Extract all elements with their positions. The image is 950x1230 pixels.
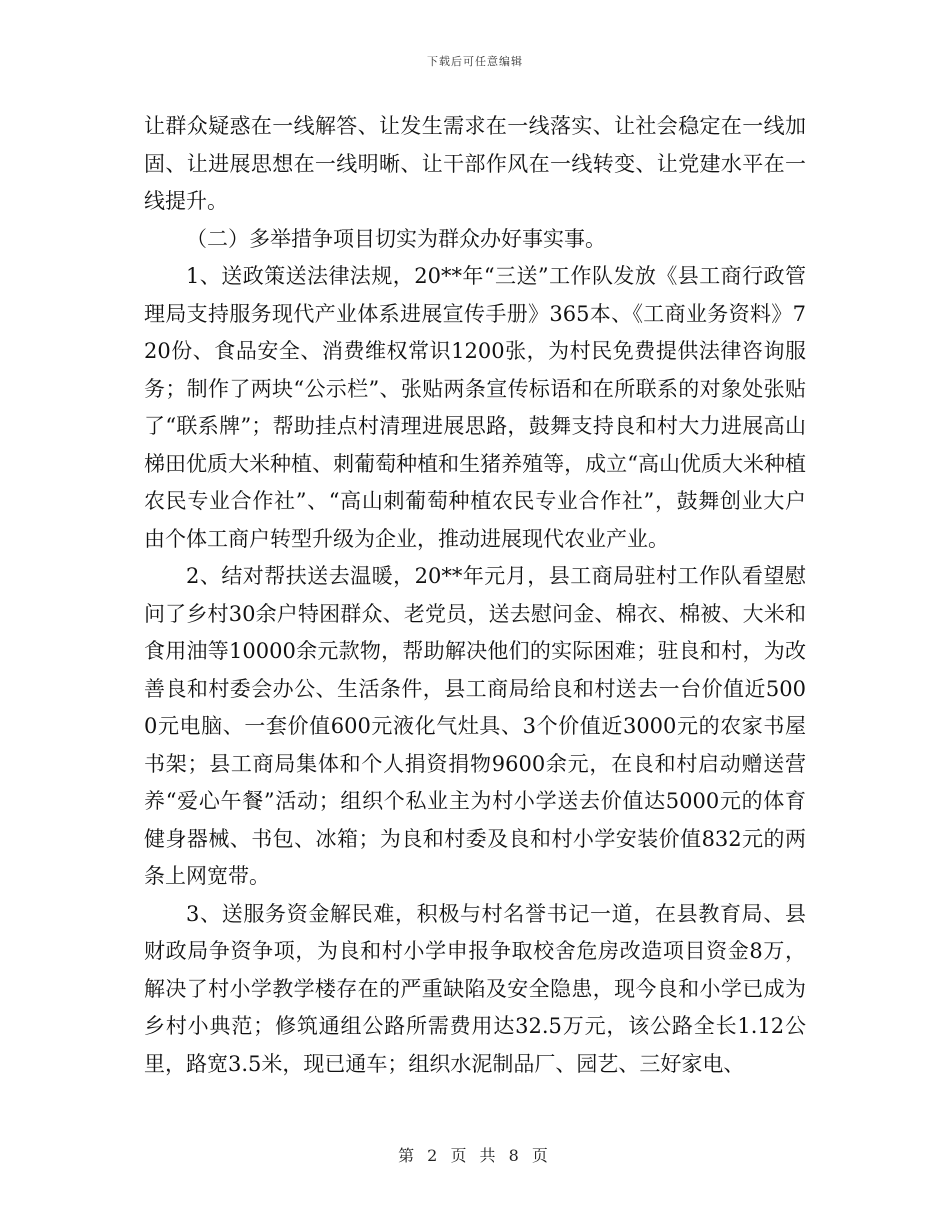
page-number-footer: 第 2 页 共 8 页	[398, 1146, 552, 1165]
paragraph-4: 2、结对帮扶送去温暖，20**年元月，县工商局驻村工作队看望慰问了乡村30余户特困群众、老党员，送去慰问金、棉衣、棉被、大米和食用油等10000余元款物，帮助解决他们的实际困难；驻良和村，为改善良和村委会办公、生活条件，县工商局给良和村送去一台价值近5000元电脑、一套价值600元液化气灶具、3个价值近3000元的农家书屋书架；县工商局集体和个人捐资捐物9600余元，在良和村启动赠送营养“爱心午餐”活动；组织个私业主为村小学送去价值达5000元的体育健身器械、书包、冰箱；为良和村委及良和村小学安装价值832元的两条上网宽带。	[144, 564, 806, 888]
page-header: 下载后可任意编辑	[427, 55, 523, 68]
document-body	[144, 108, 806, 1083]
paragraph-1: 让群众疑惑在一线解答、让发生需求在一线落实、让社会稳定在一线加固、让进展思想在一线明晰、让干部作风在一线转变、让党建水平在一线提升。	[144, 114, 806, 213]
paragraph-2-heading: （二）多举措争项目切实为群众办好事实事。	[186, 226, 606, 251]
paragraph-3: 1、送政策送法律法规，20**年“三送”工作队发放《县工商行政管理局支持服务现代产业体系进展宣传手册》365本、《工商业务资料》720份、食品安全、消费维权常识1200张，为村民免费提供法律咨询服务；制作了两块“公示栏”、张贴两条宣传标语和在所联系的对象处张贴了“联系牌”；帮助挂点村清理进展思路，鼓舞支持良和村大力进展高山梯田优质大米种植、刺葡萄种植和生猪养殖等，成立“高山优质大米种植农民专业合作社”、“高山刺葡萄种植农民专业合作社”，鼓舞创业大户由个体工商户转型升级为企业，推动进展现代农业产业。	[144, 264, 806, 551]
paragraph-5: 3、送服务资金解民难，积极与村名誉书记一道，在县教育局、县财政局争资争项，为良和村小学申报争取校舍危房改造项目资金8万，解决了村小学教学楼存在的严重缺陷及安全隐患，现今良和小学已成为乡村小典范；修筑通组公路所需费用达32.5万元，该公路全长1.12公里，路宽3.5米，现已通车；组织水泥制品厂、园艺、三好家电、	[144, 901, 806, 1076]
